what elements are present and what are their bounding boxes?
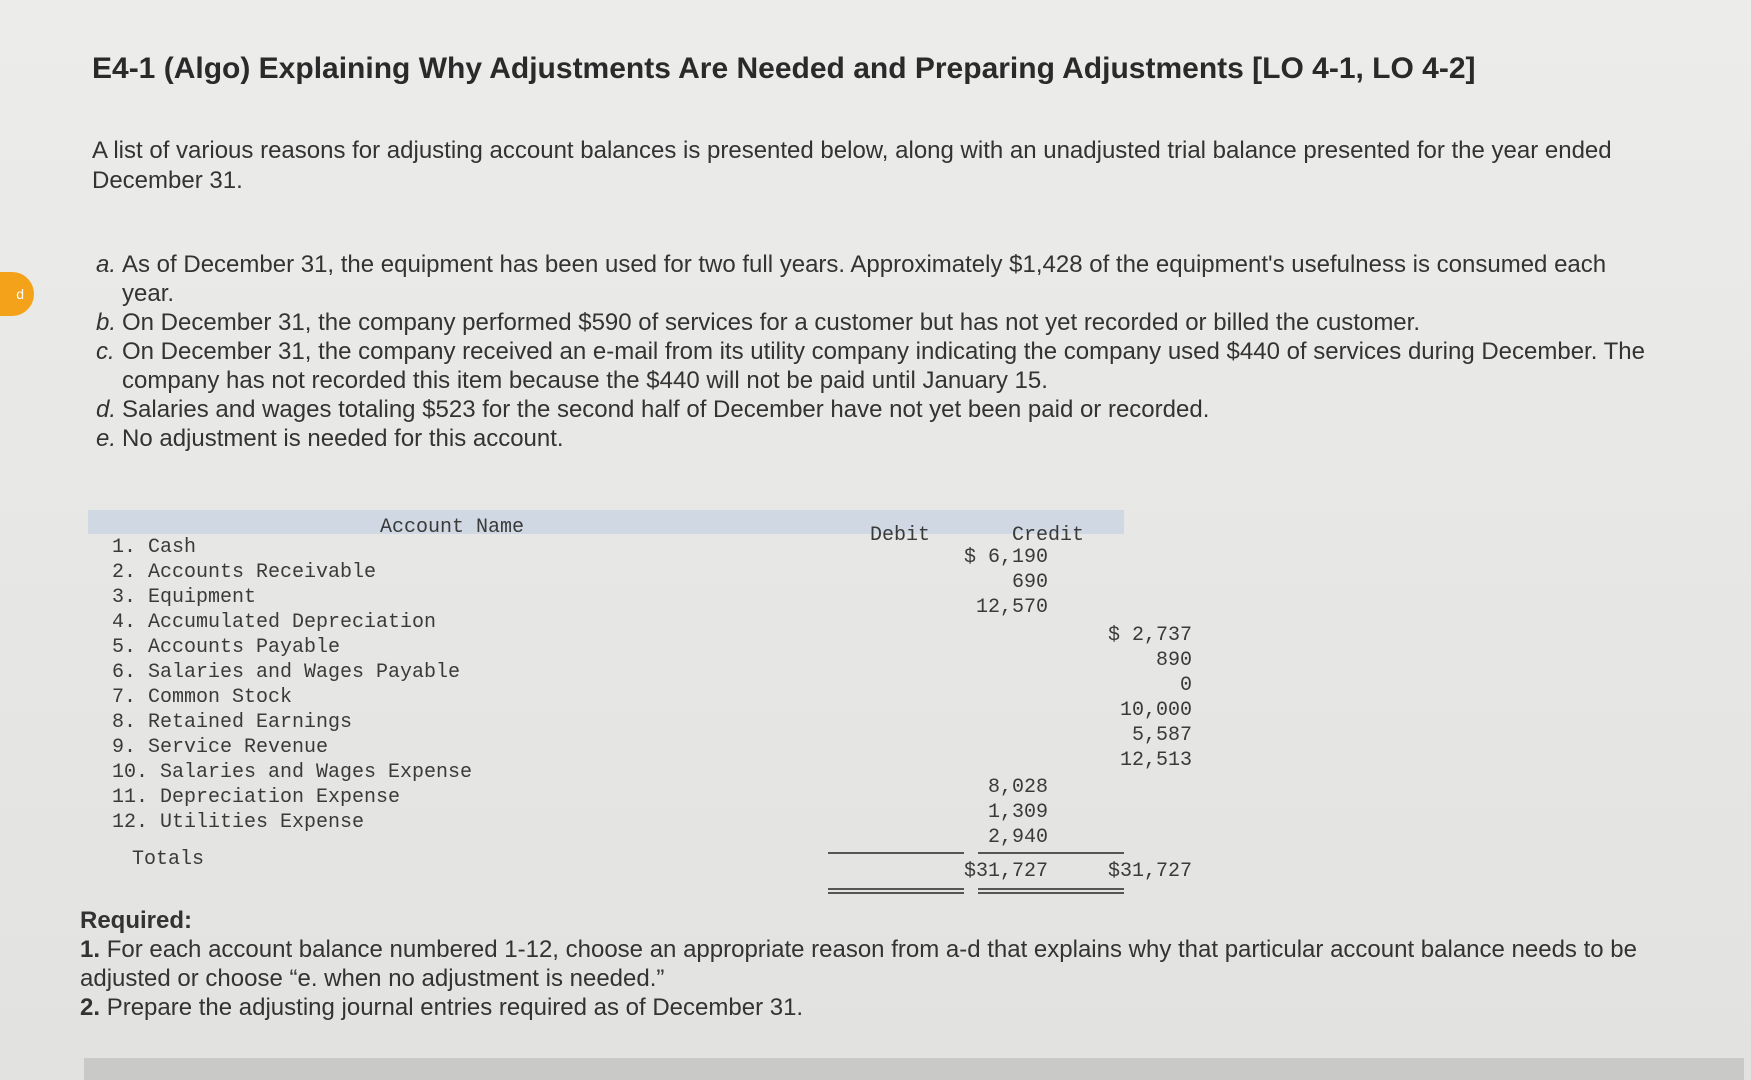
account-row: 9. Service Revenue xyxy=(112,736,329,759)
required-heading: Required: xyxy=(80,907,193,934)
account-row: 11. Depreciation Expense xyxy=(112,786,401,809)
account-row: 12. Utilities Expense xyxy=(112,811,365,834)
required-item-number: 2. xyxy=(80,994,101,1021)
header-debit: Debit xyxy=(870,524,931,547)
reason-letter: b. xyxy=(96,309,117,336)
reason-text: No adjustment is needed for this account. xyxy=(122,425,564,452)
debit-cell: 12,570 xyxy=(975,596,1048,619)
credit-cell: 890 xyxy=(1155,649,1192,672)
trial-balance-table xyxy=(88,510,1192,900)
account-row: 8. Retained Earnings xyxy=(112,711,353,734)
credit-cell: 5,587 xyxy=(1131,724,1192,747)
account-row: 5. Accounts Payable xyxy=(112,636,341,659)
credit-subtotal-rule xyxy=(978,852,1124,854)
debit-cell: 2,940 xyxy=(987,826,1048,849)
reason-text: On December 31, the company received an e-mail from its utility company indicating the company used $440 of services during December. The company has not recorded this item because the $440 will not be paid until January 15. xyxy=(122,338,1645,394)
reason-letter: a. xyxy=(96,251,117,278)
required-item-2 xyxy=(80,993,1640,1022)
debit-subtotal-rule xyxy=(828,852,964,854)
required-item-text: Prepare the adjusting journal entries required as of December 31. xyxy=(106,994,804,1021)
reason-letter: e. xyxy=(96,425,117,452)
reason-letter: d. xyxy=(96,396,117,423)
credit-cell: 10,000 xyxy=(1119,699,1192,722)
credit-total: $31,727 xyxy=(1107,860,1192,883)
debit-cell: 1,309 xyxy=(987,801,1048,824)
credit-cell: 12,513 xyxy=(1119,749,1192,772)
header-credit: Credit xyxy=(1012,524,1085,547)
reason-e xyxy=(96,424,1656,453)
reason-letter: c. xyxy=(96,338,115,365)
debit-total-rule xyxy=(828,888,964,890)
account-row: 1. Cash xyxy=(112,536,197,559)
debit-total-rule-double xyxy=(828,892,964,894)
reason-c xyxy=(96,337,1656,395)
debit-total: $31,727 xyxy=(963,860,1048,883)
header-account-name: Account Name xyxy=(380,516,525,539)
reason-text: As of December 31, the equipment has been used for two full years. Approximately $1,428 of the equipment's usefulness is consumed each year. xyxy=(122,251,1607,307)
reason-text: On December 31, the company performed $590 of services for a customer but has not yet recorded or billed the customer. xyxy=(122,309,1420,336)
required-item-1 xyxy=(80,935,1640,993)
required-item-text: For each account balance numbered 1-12, choose an appropriate reason from a-d that explains why that particular account balance needs to be adjusted or choose “e. when no adjustment is needed.” xyxy=(80,936,1637,992)
reason-d xyxy=(96,395,1656,424)
account-row: 6. Salaries and Wages Payable xyxy=(112,661,461,684)
account-row: 2. Accounts Receivable xyxy=(112,561,377,584)
account-row: 3. Equipment xyxy=(112,586,257,609)
credit-cell: $ 2,737 xyxy=(1107,624,1192,647)
debit-cell: 8,028 xyxy=(987,776,1048,799)
reasons-list xyxy=(96,250,1656,453)
reason-text: Salaries and wages totaling $523 for the second half of December have not yet been paid or recorded. xyxy=(122,396,1210,423)
bottom-bar xyxy=(84,1058,1744,1080)
reason-b xyxy=(96,308,1656,337)
required-section xyxy=(80,906,1640,1022)
debit-cell: $ 6,190 xyxy=(963,546,1048,569)
debit-cell: 690 xyxy=(1011,571,1048,594)
intro-text: A list of various reasons for adjusting account balances is presented below, along with an unadjusted trial balance presented for the year ended December 31. xyxy=(92,137,1612,194)
credit-cell: 0 xyxy=(1179,674,1192,697)
reason-a xyxy=(96,250,1656,308)
required-item-number: 1. xyxy=(80,936,101,963)
account-row: 7. Common Stock xyxy=(112,686,293,709)
account-row: 10. Salaries and Wages Expense xyxy=(112,761,473,784)
side-tab-label: d xyxy=(16,286,24,302)
page-title: E4-1 (Algo) Explaining Why Adjustments Are Needed and Preparing Adjustments [LO 4-1, LO 4-2] xyxy=(92,52,1476,85)
credit-total-rule xyxy=(978,888,1124,890)
totals-label: Totals xyxy=(132,848,205,871)
account-row: 4. Accumulated Depreciation xyxy=(112,611,437,634)
side-tab[interactable] xyxy=(0,272,34,316)
credit-total-rule-double xyxy=(978,892,1124,894)
